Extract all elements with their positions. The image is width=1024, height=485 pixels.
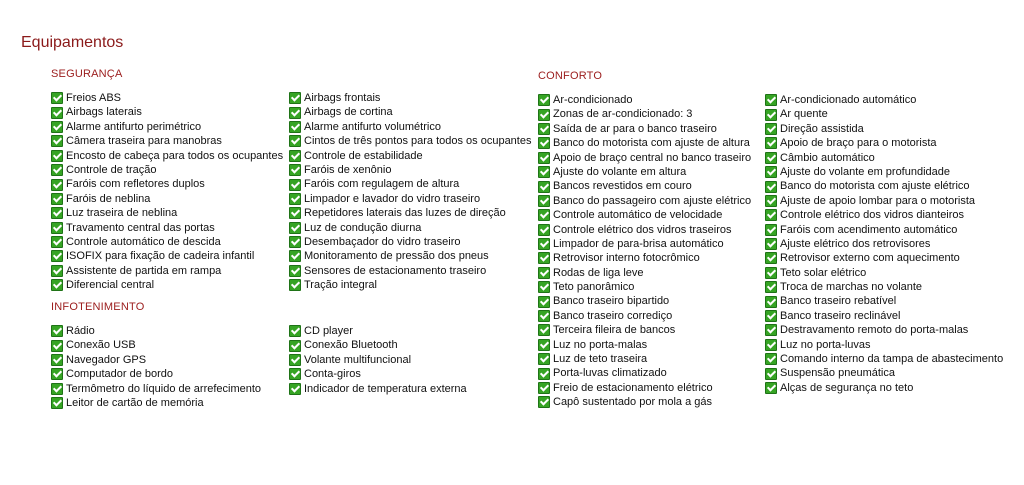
feature-label: Faróis com refletores duplos [66, 178, 205, 191]
feature-item [51, 105, 283, 119]
feature-item [51, 192, 283, 206]
section-title-infotenimento: INFOTENIMENTO [51, 301, 145, 313]
feature-label: Retrovisor externo com aquecimento [780, 252, 960, 265]
feature-label: Direção assistida [780, 122, 864, 135]
feature-item [538, 237, 751, 251]
feature-item [538, 136, 751, 150]
feature-label: Limpador de para-brisa automático [553, 237, 724, 250]
checkbox-checked-icon [765, 238, 777, 250]
checkbox-checked-icon [538, 396, 550, 408]
feature-label: ISOFIX para fixação de cadeira infantil [66, 250, 255, 263]
checkbox-checked-icon [51, 368, 63, 380]
feature-item [538, 93, 751, 107]
checkbox-checked-icon [51, 236, 63, 248]
checkbox-checked-icon [765, 281, 777, 293]
feature-label: Terceira fileira de bancos [553, 324, 676, 337]
checkbox-checked-icon [538, 181, 550, 193]
feature-item [289, 149, 531, 163]
checkbox-checked-icon [51, 135, 63, 147]
feature-item [765, 208, 1003, 222]
feature-item [538, 323, 751, 337]
checkbox-checked-icon [538, 238, 550, 250]
feature-label: Rodas de liga leve [553, 266, 644, 279]
checkbox-checked-icon [289, 135, 301, 147]
feature-label: Airbags laterais [66, 106, 142, 119]
feature-item [51, 353, 261, 367]
checkbox-checked-icon [51, 397, 63, 409]
feature-label: Repetidores laterais das luzes de direção [304, 207, 506, 220]
checkbox-checked-icon [289, 121, 301, 133]
feature-label: Luz no porta-luvas [780, 338, 871, 351]
seguranca-list-col1 [51, 91, 283, 292]
checkbox-checked-icon [51, 207, 63, 219]
feature-label: Apoio de braço para o motorista [780, 137, 937, 150]
checkbox-checked-icon [289, 179, 301, 191]
feature-item [289, 382, 467, 396]
feature-item [289, 192, 531, 206]
feature-item [51, 177, 283, 191]
feature-label: Cintos de três pontos para todos os ocupantes [304, 135, 532, 148]
feature-item [289, 163, 531, 177]
feature-label: Volante multifuncional [304, 353, 412, 366]
feature-label: Ajuste elétrico dos retrovisores [780, 237, 931, 250]
checkbox-checked-icon [765, 195, 777, 207]
checkbox-checked-icon [765, 152, 777, 164]
feature-item [765, 323, 1003, 337]
feature-label: Rádio [66, 325, 95, 337]
checkbox-checked-icon [51, 279, 63, 291]
feature-label: Diferencial central [66, 279, 155, 292]
feature-item [538, 395, 751, 409]
feature-label: Conexão USB [66, 339, 136, 352]
feature-label: Monitoramento de pressão dos pneus [304, 250, 489, 263]
feature-label: Troca de marchas no volante [780, 281, 923, 294]
feature-label: Controle automático de velocidade [553, 209, 723, 222]
feature-label: Faróis de neblina [66, 192, 151, 205]
feature-label: Banco do motorista com ajuste elétrico [780, 180, 970, 193]
feature-item [538, 194, 751, 208]
feature-label: Capô sustentado por mola a gás [553, 396, 712, 409]
checkbox-checked-icon [289, 279, 301, 291]
checkbox-checked-icon [538, 166, 550, 178]
checkbox-checked-icon [51, 164, 63, 176]
feature-label: Luz no porta-malas [553, 338, 648, 351]
feature-item [51, 120, 283, 134]
feature-item [538, 338, 751, 352]
feature-item [289, 235, 531, 249]
checkbox-checked-icon [289, 164, 301, 176]
feature-item [538, 309, 751, 323]
feature-item [765, 165, 1003, 179]
checkbox-checked-icon [51, 340, 63, 352]
feature-label: Ar-condicionado [553, 94, 633, 106]
feature-label: Luz traseira de neblina [66, 207, 178, 220]
checkbox-checked-icon [765, 224, 777, 236]
feature-item [289, 367, 467, 381]
feature-label: Banco traseiro reclinável [780, 309, 901, 322]
feature-label: Zonas de ar-condicionado: 3 [553, 108, 693, 121]
feature-label: Controle elétrico dos vidros dianteiros [780, 209, 965, 222]
feature-item [538, 208, 751, 222]
feature-item [289, 278, 531, 292]
feature-label: Saída de ar para o banco traseiro [553, 122, 717, 135]
feature-item [538, 352, 751, 366]
feature-label: Controle de estabilidade [304, 149, 423, 162]
infotenimento-list-col1 [51, 324, 261, 410]
feature-item [765, 309, 1003, 323]
checkbox-checked-icon [289, 354, 301, 366]
checkbox-checked-icon [765, 137, 777, 149]
feature-label: Banco traseiro bipartido [553, 295, 670, 308]
checkbox-checked-icon [765, 94, 777, 106]
checkbox-checked-icon [538, 224, 550, 236]
feature-item [51, 264, 283, 278]
feature-item [289, 91, 531, 105]
feature-label: Airbags frontais [304, 92, 381, 104]
conforto-list-col1 [538, 93, 751, 410]
checkbox-checked-icon [51, 383, 63, 395]
feature-label: Encosto de cabeça para todos os ocupantes [66, 149, 284, 162]
checkbox-checked-icon [51, 107, 63, 119]
feature-item [765, 179, 1003, 193]
feature-item [51, 324, 261, 338]
feature-item [538, 266, 751, 280]
checkbox-checked-icon [538, 324, 550, 336]
checkbox-checked-icon [289, 340, 301, 352]
checkbox-checked-icon [538, 195, 550, 207]
checkbox-checked-icon [765, 252, 777, 264]
checkbox-checked-icon [538, 123, 550, 135]
feature-item [289, 105, 531, 119]
feature-label: Assistente de partida em rampa [66, 264, 222, 277]
checkbox-checked-icon [51, 250, 63, 262]
feature-label: Indicador de temperatura externa [304, 382, 467, 395]
feature-item [289, 177, 531, 191]
feature-label: Câmbio automático [780, 151, 875, 164]
checkbox-checked-icon [765, 296, 777, 308]
feature-item [51, 221, 283, 235]
checkbox-checked-icon [289, 325, 301, 337]
checkbox-checked-icon [289, 107, 301, 119]
feature-label: Faróis com acendimento automático [780, 223, 958, 236]
feature-label: Luz de condução diurna [304, 221, 422, 234]
feature-label: Ar quente [780, 108, 828, 121]
feature-item [765, 366, 1003, 380]
checkbox-checked-icon [765, 109, 777, 121]
feature-item [289, 134, 531, 148]
feature-label: Airbags de cortina [304, 106, 393, 119]
feature-item [765, 294, 1003, 308]
feature-label: Ajuste do volante em profundidade [780, 165, 951, 178]
feature-label: Limpador e lavador do vidro traseiro [304, 192, 481, 205]
feature-item [538, 251, 751, 265]
feature-item [538, 165, 751, 179]
feature-label: Freio de estacionamento elétrico [553, 381, 713, 394]
checkbox-checked-icon [538, 209, 550, 221]
checkbox-checked-icon [765, 123, 777, 135]
feature-item [289, 324, 467, 338]
feature-label: Suspensão pneumática [780, 367, 895, 380]
checkbox-checked-icon [51, 150, 63, 162]
checkbox-checked-icon [51, 179, 63, 191]
feature-label: Alças de segurança no teto [780, 381, 914, 394]
feature-label: Leitor de cartão de memória [66, 396, 204, 409]
feature-label: Porta-luvas climatizado [553, 367, 667, 380]
feature-item [765, 338, 1003, 352]
checkbox-checked-icon [538, 368, 550, 380]
feature-item [765, 223, 1003, 237]
checkbox-checked-icon [538, 281, 550, 293]
checkbox-checked-icon [51, 325, 63, 337]
feature-item [538, 294, 751, 308]
infotenimento-list-col2 [289, 324, 467, 396]
feature-item [538, 107, 751, 121]
feature-item [538, 366, 751, 380]
checkbox-checked-icon [289, 250, 301, 262]
feature-label: Desembaçador do vidro traseiro [304, 235, 461, 248]
seguranca-list-col2 [289, 91, 531, 292]
checkbox-checked-icon [765, 209, 777, 221]
feature-label: Freios ABS [66, 92, 122, 104]
checkbox-checked-icon [538, 137, 550, 149]
checkbox-checked-icon [51, 265, 63, 277]
feature-label: Travamento central das portas [66, 221, 215, 234]
feature-item [51, 278, 283, 292]
feature-item [51, 249, 283, 263]
feature-label: Sensores de estacionamento traseiro [304, 264, 487, 277]
checkbox-checked-icon [538, 109, 550, 121]
checkbox-checked-icon [765, 368, 777, 380]
feature-label: Alarme antifurto perimétrico [66, 120, 202, 133]
feature-item [765, 237, 1003, 251]
checkbox-checked-icon [289, 222, 301, 234]
feature-item [538, 179, 751, 193]
feature-item [765, 381, 1003, 395]
checkbox-checked-icon [289, 236, 301, 248]
feature-label: Câmera traseira para manobras [66, 135, 222, 148]
feature-label: CD player [304, 325, 353, 337]
feature-label: Controle automático de descida [66, 235, 221, 248]
checkbox-checked-icon [289, 150, 301, 162]
feature-item [289, 353, 467, 367]
checkbox-checked-icon [51, 92, 63, 104]
feature-item [51, 382, 261, 396]
feature-label: Retrovisor interno fotocrômico [553, 252, 700, 265]
feature-label: Termômetro do líquido de arrefecimento [66, 382, 262, 395]
feature-item [289, 264, 531, 278]
feature-item [51, 163, 283, 177]
feature-item [538, 381, 751, 395]
checkbox-checked-icon [289, 193, 301, 205]
feature-item [289, 206, 531, 220]
feature-item [51, 206, 283, 220]
feature-item [289, 221, 531, 235]
checkbox-checked-icon [765, 310, 777, 322]
feature-label: Faróis de xenônio [304, 163, 392, 176]
feature-label: Controle de tração [66, 163, 157, 176]
feature-item [765, 107, 1003, 121]
checkbox-checked-icon [51, 222, 63, 234]
checkbox-checked-icon [51, 193, 63, 205]
checkbox-checked-icon [538, 353, 550, 365]
feature-item [765, 280, 1003, 294]
feature-item [51, 134, 283, 148]
checkbox-checked-icon [765, 166, 777, 178]
feature-label: Banco do passageiro com ajuste elétrico [553, 194, 752, 207]
feature-item [765, 194, 1003, 208]
feature-label: Destravamento remoto do porta-malas [780, 324, 969, 337]
feature-label: Conta-giros [304, 368, 361, 381]
checkbox-checked-icon [765, 353, 777, 365]
feature-item [51, 149, 283, 163]
checkbox-checked-icon [538, 267, 550, 279]
feature-item [538, 122, 751, 136]
feature-label: Banco traseiro rebatível [780, 295, 897, 308]
feature-item [538, 223, 751, 237]
checkbox-checked-icon [765, 267, 777, 279]
feature-label: Ar-condicionado automático [780, 94, 917, 106]
feature-item [538, 151, 751, 165]
feature-label: Navegador GPS [66, 353, 147, 366]
checkbox-checked-icon [289, 265, 301, 277]
checkbox-checked-icon [765, 181, 777, 193]
feature-item [765, 266, 1003, 280]
feature-item [51, 396, 261, 410]
checkbox-checked-icon [51, 121, 63, 133]
feature-label: Faróis com regulagem de altura [304, 178, 460, 191]
feature-label: Banco do motorista com ajuste de altura [553, 137, 750, 150]
checkbox-checked-icon [289, 207, 301, 219]
feature-item [289, 249, 531, 263]
checkbox-checked-icon [289, 368, 301, 380]
checkbox-checked-icon [765, 382, 777, 394]
feature-label: Tração integral [304, 279, 377, 292]
feature-label: Banco traseiro corrediço [553, 309, 673, 322]
feature-label: Teto panorâmico [553, 281, 635, 294]
feature-label: Controle elétrico dos vidros traseiros [553, 223, 732, 236]
checkbox-checked-icon [538, 382, 550, 394]
feature-item [51, 91, 283, 105]
feature-item [51, 367, 261, 381]
feature-label: Ajuste do volante em altura [553, 165, 687, 178]
checkbox-checked-icon [538, 94, 550, 106]
feature-label: Computador de bordo [66, 368, 174, 381]
checkbox-checked-icon [765, 324, 777, 336]
feature-label: Bancos revestidos em couro [553, 180, 692, 193]
checkbox-checked-icon [538, 296, 550, 308]
feature-label: Teto solar elétrico [780, 266, 867, 279]
checkbox-checked-icon [538, 339, 550, 351]
feature-label: Alarme antifurto volumétrico [304, 120, 441, 133]
checkbox-checked-icon [538, 152, 550, 164]
feature-item [51, 338, 261, 352]
checkbox-checked-icon [51, 354, 63, 366]
feature-item [765, 122, 1003, 136]
section-title-conforto: CONFORTO [538, 70, 603, 82]
feature-label: Ajuste de apoio lombar para o motorista [780, 194, 976, 207]
feature-label: Apoio de braço central no banco traseiro [553, 151, 752, 164]
feature-item [51, 235, 283, 249]
conforto-list-col2 [765, 93, 1003, 395]
feature-label: Luz de teto traseira [553, 353, 648, 366]
checkbox-checked-icon [765, 339, 777, 351]
feature-item [765, 93, 1003, 107]
feature-item [289, 338, 467, 352]
checkbox-checked-icon [538, 310, 550, 322]
checkbox-checked-icon [538, 252, 550, 264]
feature-item [765, 136, 1003, 150]
checkbox-checked-icon [289, 383, 301, 395]
feature-label: Comando interno da tampa de abastecimento [780, 353, 1004, 366]
feature-label: Conexão Bluetooth [304, 339, 398, 352]
feature-item [289, 120, 531, 134]
page-title: Equipamentos [21, 34, 124, 51]
feature-item [765, 151, 1003, 165]
section-title-seguranca: SEGURANÇA [51, 68, 123, 80]
feature-item [538, 280, 751, 294]
checkbox-checked-icon [289, 92, 301, 104]
feature-item [765, 352, 1003, 366]
feature-item [765, 251, 1003, 265]
